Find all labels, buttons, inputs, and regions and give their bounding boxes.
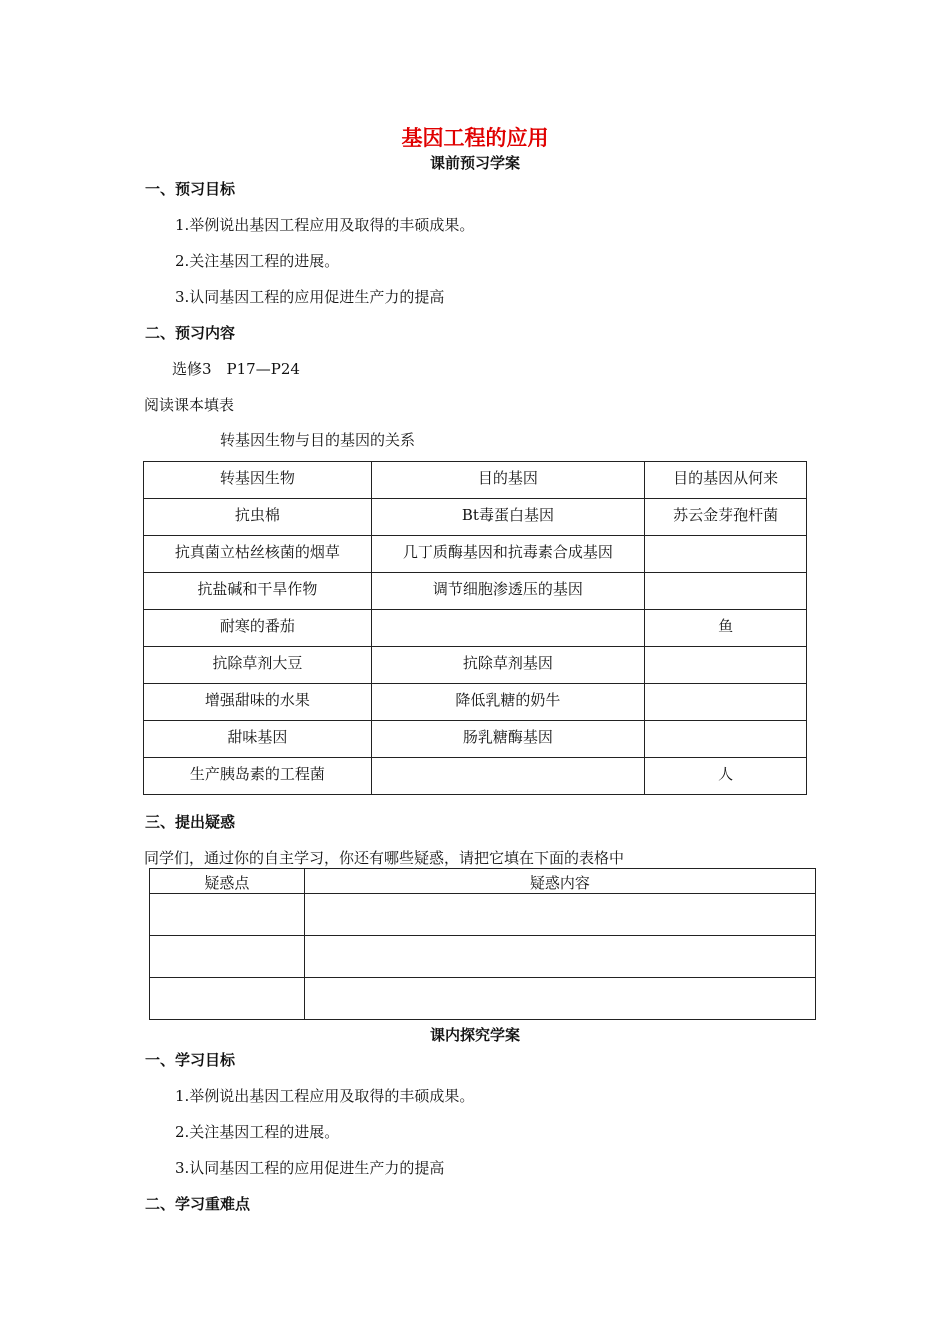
table-row [144,573,807,610]
in-goal-3: 3.认同基因工程的应用促进生产力的提高 [175,1159,445,1177]
table-cell [371,610,645,647]
table-cell: 抗盐碱和干旱作物 [144,573,372,610]
table-cell: 抗除草剂大豆 [144,647,372,684]
pre-heading-doubts: 三、提出疑惑 [145,813,236,831]
table-cell: 肠乳糖酶基因 [371,721,645,758]
pre-goal-3: 3.认同基因工程的应用促进生产力的提高 [175,288,445,306]
section-pre-subtitle: 课前预习学案 [429,154,520,172]
table-cell: 几丁质酶基因和抗毒素合成基因 [371,536,645,573]
doubt-point-cell[interactable] [150,936,305,978]
section-in-subtitle: 课内探究学案 [429,1026,520,1044]
in-heading-difficulties: 二、学习重难点 [145,1195,251,1213]
doubt-content-cell[interactable] [304,978,815,1020]
table-cell: 抗虫棉 [144,499,372,536]
table-cell: 抗除草剂基因 [371,647,645,684]
doubt-row [150,894,816,936]
header-cell: 转基因生物 [144,462,372,499]
table-cell [645,573,807,610]
pre-heading-content: 二、预习内容 [145,324,236,342]
table-cell: 调节细胞渗透压的基因 [371,573,645,610]
table-cell: 增强甜味的水果 [144,684,372,721]
table-cell: 耐寒的番茄 [144,610,372,647]
table-row [144,610,807,647]
in-goal-2: 2.关注基因工程的进展。 [175,1123,340,1141]
doubt-row [150,978,816,1020]
doubt-point-cell[interactable] [150,978,305,1020]
table-row [144,758,807,795]
pre-goal-1: 1.举例说出基因工程应用及取得的丰硕成果。 [175,216,475,234]
doubt-note: 同学们，通过你的自主学习，你还有哪些疑惑，请把它填在下面的表格中 [144,849,625,867]
table-cell [645,647,807,684]
table-header-row [144,462,807,499]
table-row [144,536,807,573]
table-cell: Bt毒蛋白基因 [371,499,645,536]
table-cell: 人 [645,758,807,795]
document-title: 基因工程的应用 [401,126,549,150]
table-cell: 生产胰岛素的工程菌 [144,758,372,795]
table-cell: 苏云金芽孢杆菌 [645,499,807,536]
doubt-header-row [150,869,816,894]
doubt-content-cell[interactable] [304,936,815,978]
table-cell: 甜味基因 [144,721,372,758]
table-row [144,684,807,721]
table-row [144,647,807,684]
header-cell: 目的基因 [371,462,645,499]
table-cell: 抗真菌立枯丝核菌的烟草 [144,536,372,573]
table-cell [371,758,645,795]
doubt-table [149,868,816,1020]
in-goal-1: 1.举例说出基因工程应用及取得的丰硕成果。 [175,1087,475,1105]
pages-reference: 选修3 P17—P24 [172,360,300,378]
table-cell [645,684,807,721]
header-cell: 目的基因从何来 [645,462,807,499]
doubt-content-cell[interactable] [304,894,815,936]
in-heading-goals: 一、学习目标 [145,1051,236,1069]
table-row [144,499,807,536]
doubt-row [150,936,816,978]
table-cell: 鱼 [645,610,807,647]
header-cell: 疑惑点 [150,869,305,894]
pre-heading-goals: 一、预习目标 [145,180,236,198]
pre-goal-2: 2.关注基因工程的进展。 [175,252,340,270]
doubt-point-cell[interactable] [150,894,305,936]
table-cell [645,721,807,758]
table-cell: 降低乳糖的奶牛 [371,684,645,721]
read-note: 阅读课本填表 [144,396,235,414]
table-row [144,721,807,758]
table-caption: 转基因生物与目的基因的关系 [220,431,416,449]
header-cell: 疑惑内容 [304,869,815,894]
gene-relation-table [143,461,807,795]
table-cell [645,536,807,573]
